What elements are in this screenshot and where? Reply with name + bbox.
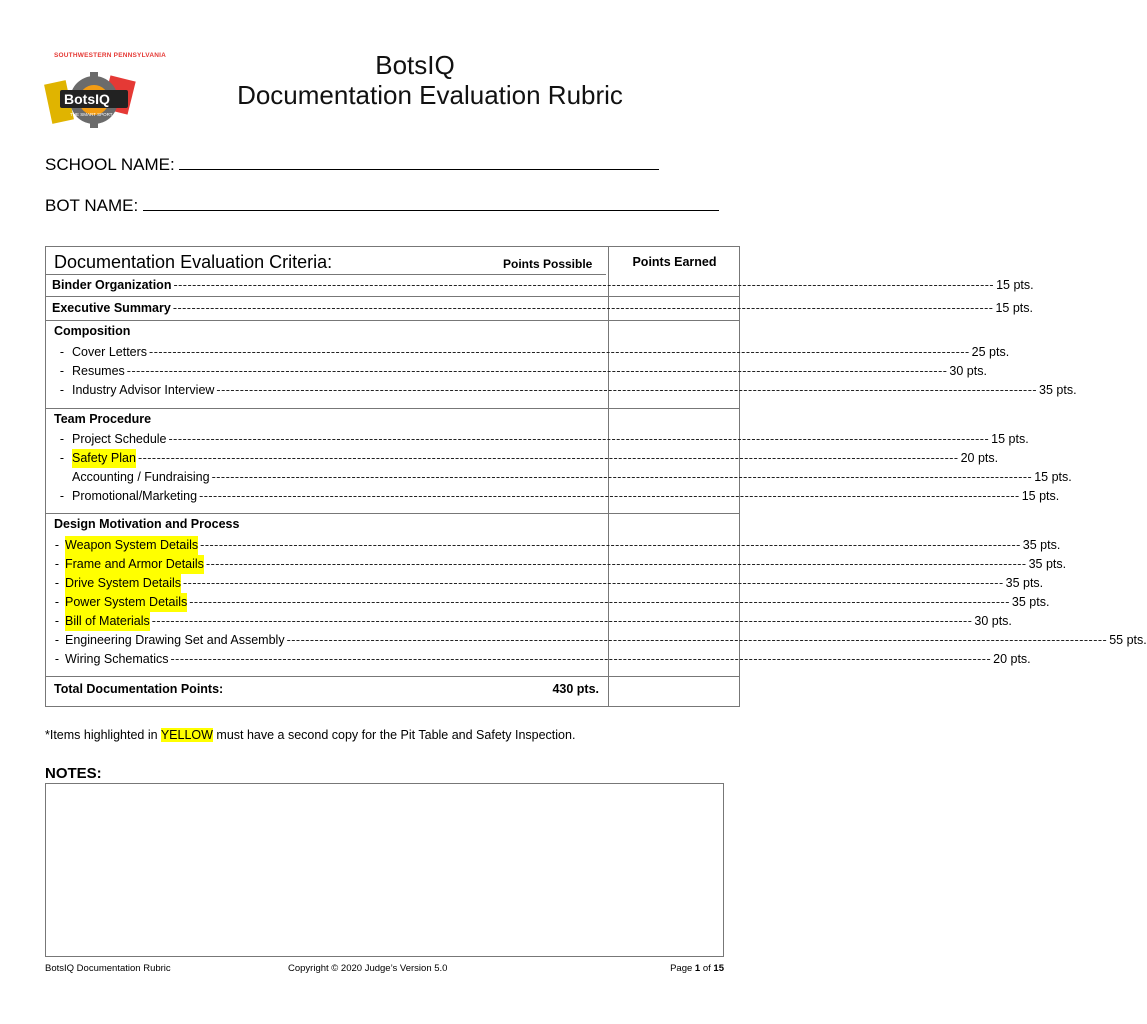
points-earned-header: Points Earned — [632, 255, 717, 269]
row-label: Industry Advisor Interview — [72, 383, 215, 397]
table-row: - Engineering Drawing Set and Assembly -------------------------------------------------------------------------------------------------------------------------------------------------------------------------------- 55 pts. — [46, 631, 601, 650]
divider — [46, 513, 739, 514]
dot-leader: -------------------------------------------------------------------------------------------------------------------------------------------------------------------------------- — [126, 364, 948, 378]
row-label-highlighted: Frame and Armor Details — [65, 555, 204, 574]
row-points: 20 pts. — [960, 451, 999, 465]
row-points: 35 pts. — [1011, 595, 1050, 609]
school-name-line[interactable] — [179, 155, 659, 170]
logo-top-text: SOUTHWESTERN PENNSYLVANIA — [54, 52, 167, 59]
table-row: - Cover Letters -------------------------------------------------------------------------------------------------------------------------------------------------------------------------------- 25 pts. — [46, 343, 601, 362]
rubric-table — [45, 246, 1147, 707]
yellow-highlight-word: YELLOW — [160, 728, 213, 742]
dot-leader: -------------------------------------------------------------------------------------------------------------------------------------------------------------------------------- — [149, 345, 970, 359]
composition-title: Composition — [54, 324, 131, 338]
table-row: - Weapon System Details -------------------------------------------------------------------------------------------------------------------------------------------------------------------------------- 35 pts. — [46, 536, 601, 555]
divider — [46, 676, 739, 677]
total-row — [54, 682, 599, 696]
table-row: - Bill of Materials -------------------------------------------------------------------------------------------------------------------------------------------------------------------------------- 30 pts. — [46, 612, 601, 631]
row-label-highlighted: Drive System Details — [65, 574, 181, 593]
row-label: Wiring Schematics — [65, 652, 169, 666]
row-label-highlighted: Power System Details — [65, 593, 187, 612]
table-row: - Drive System Details -------------------------------------------------------------------------------------------------------------------------------------------------------------------------------- 35 pts. — [46, 574, 601, 593]
table-row — [52, 299, 1033, 318]
row-points: 35 pts. — [1028, 557, 1067, 571]
dot-leader: -------------------------------------------------------------------------------------------------------------------------------------------------------------------------------- — [170, 652, 992, 666]
row-points: 30 pts. — [974, 614, 1012, 628]
row-label-highlighted: Weapon System Details — [65, 536, 198, 555]
footer-page-number: Page 1 of 15 — [670, 963, 724, 974]
row-label: Resumes — [72, 364, 125, 378]
dot-leader: -------------------------------------------------------------------------------------------------------------------------------------------------------------------------------- — [205, 557, 1027, 571]
row-points: 15 pts. — [996, 278, 1034, 292]
dot-leader: -------------------------------------------------------------------------------------------------------------------------------------------------------------------------------- — [168, 432, 990, 446]
row-label: Accounting / Fundraising — [72, 470, 210, 484]
footnote: *Items highlighted in YELLOW must have a second copy for the Pit Table and Safety Inspection. — [45, 728, 576, 742]
table-row: - Safety Plan -------------------------------------------------------------------------------------------------------------------------------------------------------------------------------- 20 pts. — [46, 449, 601, 468]
dot-leader: -------------------------------------------------------------------------------------------------------------------------------------------------------------------------------- — [137, 451, 959, 465]
row-points: 55 pts. — [1109, 633, 1147, 647]
logo-tagline: THE SMART SPORT — [70, 112, 113, 117]
row-label: Promotional/Marketing — [72, 489, 198, 503]
footer-copyright: Copyright © 2020 Judge’s Version 5.0 — [288, 963, 448, 974]
table-row: - Industry Advisor Interview -------------------------------------------------------------------------------------------------------------------------------------------------------------------------------- 35 pts. — [46, 381, 601, 400]
table-row: - Wiring Schematics -------------------------------------------------------------------------------------------------------------------------------------------------------------------------------- 20 pts. — [46, 650, 601, 669]
dot-leader: -------------------------------------------------------------------------------------------------------------------------------------------------------------------------------- — [211, 470, 1033, 484]
dot-leader: -------------------------------------------------------------------------------------------------------------------------------------------------------------------------------- — [286, 633, 1108, 647]
table-row: - Frame and Armor Details -------------------------------------------------------------------------------------------------------------------------------------------------------------------------------- 35 pts. — [46, 555, 601, 574]
dot-leader: -------------------------------------------------------------------------------------------------------------------------------------------------------------------------------- — [200, 538, 1021, 552]
criteria-title: Documentation Evaluation Criteria: — [54, 252, 333, 272]
table-row: - Project Schedule -------------------------------------------------------------------------------------------------------------------------------------------------------------------------------- 15 pts. — [46, 430, 601, 449]
row-label: Binder Organization — [52, 278, 172, 292]
footer-left: BotsIQ Documentation Rubric — [45, 963, 171, 974]
row-points: 15 pts. — [995, 301, 1033, 315]
row-points: 35 pts. — [1039, 383, 1077, 397]
bot-name-label: BOT NAME: — [45, 196, 139, 215]
divider — [46, 296, 739, 297]
row-points: 25 pts. — [971, 345, 1010, 359]
page-subtitle: Documentation Evaluation Rubric — [237, 80, 623, 110]
row-points: 15 pts. — [1034, 470, 1072, 484]
row-label: Project Schedule — [72, 432, 167, 446]
row-label-highlighted: Bill of Materials — [65, 612, 150, 631]
dot-leader: -------------------------------------------------------------------------------------------------------------------------------------------------------------------------------- — [151, 614, 973, 628]
dot-leader: -------------------------------------------------------------------------------------------------------------------------------------------------------------------------------- — [172, 301, 994, 315]
dot-leader: -------------------------------------------------------------------------------------------------------------------------------------------------------------------------------- — [216, 383, 1038, 397]
bot-name-field — [45, 196, 719, 216]
divider — [46, 408, 739, 409]
table-row: - Promotional/Marketing -------------------------------------------------------------------------------------------------------------------------------------------------------------------------------- 15 pts. — [46, 487, 601, 506]
divider — [46, 274, 606, 275]
table-row: - Resumes -------------------------------------------------------------------------------------------------------------------------------------------------------------------------------- 30 pts. — [46, 362, 601, 381]
dot-leader: -------------------------------------------------------------------------------------------------------------------------------------------------------------------------------- — [199, 489, 1020, 503]
row-points: 30 pts. — [949, 364, 987, 378]
total-value: 430 pts. — [552, 682, 599, 696]
dot-leader: -------------------------------------------------------------------------------------------------------------------------------------------------------------------------------- — [189, 595, 1010, 609]
row-label: Engineering Drawing Set and Assembly — [65, 633, 285, 647]
team-procedure-title: Team Procedure — [54, 412, 152, 426]
row-points: 35 pts. — [1022, 538, 1061, 552]
notes-box[interactable] — [45, 783, 724, 957]
row-points: 15 pts. — [1021, 489, 1060, 503]
school-name-label: SCHOOL NAME: — [45, 155, 175, 174]
divider — [46, 320, 739, 321]
row-label: Cover Letters — [72, 345, 148, 359]
row-points: 20 pts. — [993, 652, 1031, 666]
total-label: Total Documentation Points: — [54, 682, 224, 696]
notes-title: NOTES: — [45, 765, 102, 782]
school-name-field — [45, 155, 659, 175]
points-possible-header: Points Possible — [503, 257, 593, 271]
row-label-highlighted: Safety Plan — [72, 449, 136, 468]
row-points: 15 pts. — [991, 432, 1029, 446]
page-title: BotsIQ — [375, 50, 455, 80]
dot-leader: -------------------------------------------------------------------------------------------------------------------------------------------------------------------------------- — [173, 278, 995, 292]
table-row — [46, 468, 1072, 487]
dot-leader: -------------------------------------------------------------------------------------------------------------------------------------------------------------------------------- — [183, 576, 1004, 590]
design-title: Design Motivation and Process — [54, 517, 240, 531]
logo-main-text: BotsIQ — [64, 91, 110, 107]
row-label: Executive Summary — [52, 301, 171, 315]
row-points: 35 pts. — [1005, 576, 1044, 590]
table-row — [52, 276, 1034, 295]
bot-name-line[interactable] — [143, 196, 719, 211]
table-row: - Power System Details -------------------------------------------------------------------------------------------------------------------------------------------------------------------------------- 35 pts. — [46, 593, 601, 612]
